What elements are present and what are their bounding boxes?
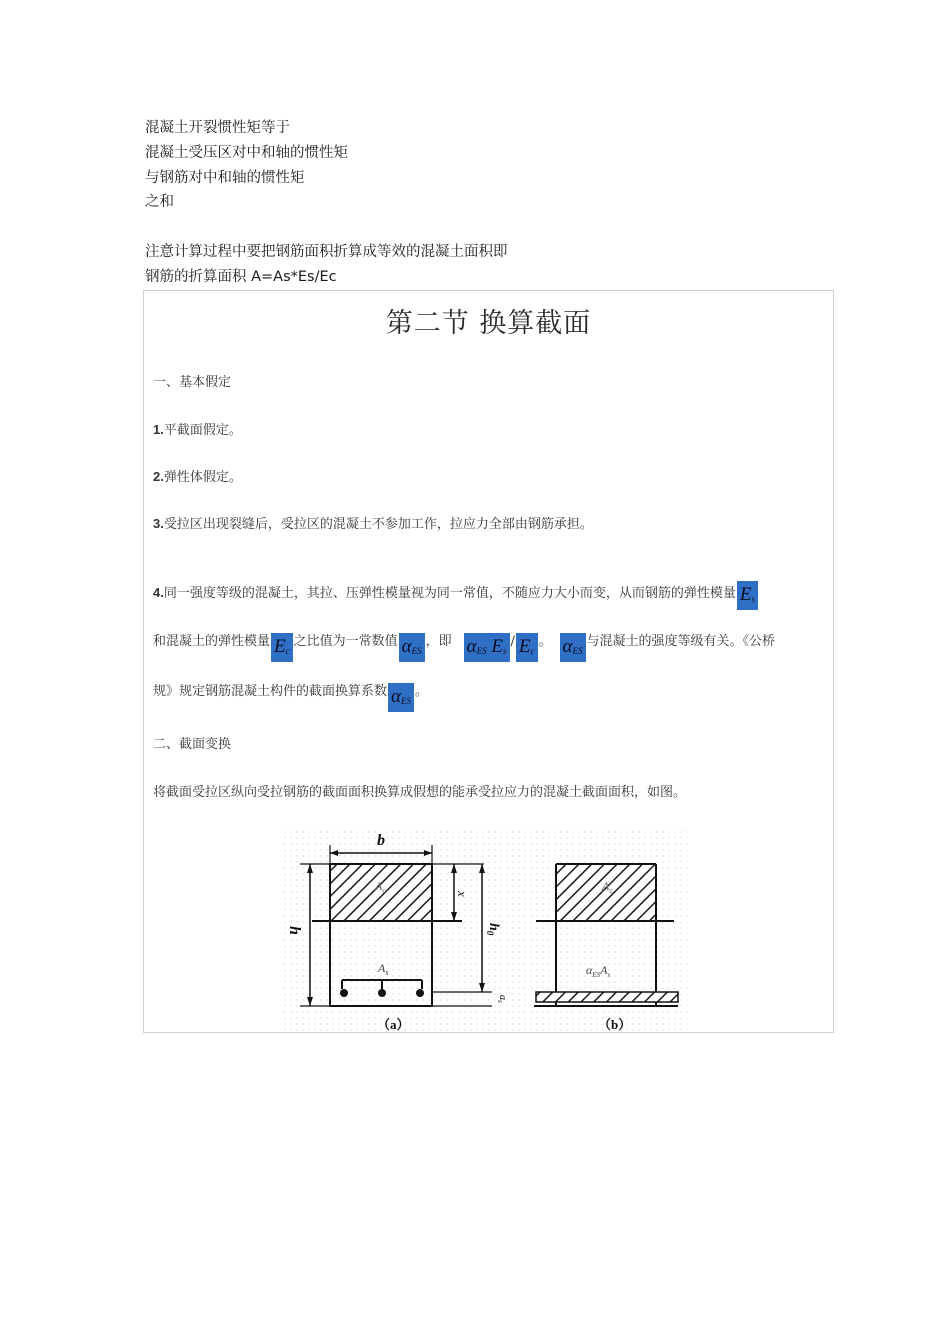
symbol-alpha-es: $\alpha_{ES}$ [399, 633, 425, 662]
item-text: 。 [415, 684, 429, 699]
item-text: ，即 [425, 634, 452, 649]
rebar-dot [378, 989, 386, 997]
rebar-dot [416, 989, 424, 997]
assumption-3 [153, 513, 593, 532]
fraction-slash: / [510, 634, 515, 649]
symbol-alpha-es: $\alpha_{ES}$ [388, 683, 414, 712]
symbol-Ec-denominator: $E_c$ [516, 633, 538, 662]
label-h0: $h_0$ [485, 923, 501, 936]
label-as: $a_s$ [496, 995, 508, 1003]
caption-b: （b） [598, 1017, 632, 1032]
item-text: 受拉区出现裂缝后，受拉区的混凝土不参加工作，拉应力全部由钢筋承担。 [163, 517, 593, 532]
section-transform-figure [282, 829, 687, 1034]
figure-background [282, 829, 687, 1034]
textbook-excerpt-panel [143, 290, 834, 1033]
label-b: b [377, 832, 385, 849]
assumption-4-line-2 [153, 630, 775, 662]
symbol-Es: $E_s$ [737, 581, 758, 610]
item-number: 3. [153, 516, 164, 531]
assumption-4-line-1 [153, 581, 759, 610]
item-number: 4. [153, 585, 164, 600]
item-text: 与混凝土的强度等级有关。《公桥 [586, 634, 776, 649]
assumption-2 [153, 466, 242, 485]
caption-a: （a） [377, 1017, 410, 1032]
item-number: 2. [153, 469, 164, 484]
heading-section-transform: 二、截面变换 [153, 737, 232, 752]
intro-line: 混凝土开裂惯性矩等于 [145, 120, 290, 136]
intro-text [145, 116, 845, 290]
symbol-alpha-es-equals-es: $\alpha_{ES}$ $E_s$ [464, 633, 510, 662]
symbol-alpha-es: $\alpha_{ES}$ [560, 633, 586, 662]
item-text: 同一强度等级的混凝土，其拉、压弹性模量视为同一常值，不随应力大小而变，从而钢筋的弹性模量 [163, 586, 736, 601]
item-text: 弹性体假定。 [163, 470, 242, 485]
item-text: 。 [538, 634, 552, 649]
note-line: 钢筋的折算面积 A=As*Es/Ec [145, 268, 337, 285]
label-Ac: $A_c$ [602, 879, 613, 895]
label-alpha-es-as: $\alpha_{ES}A_s$ [586, 963, 611, 979]
label-Ac: $A_c$ [375, 879, 386, 895]
item-text: 之比值为一常数值 [293, 634, 398, 649]
label-h: h [286, 926, 303, 935]
item-number: 1. [153, 422, 164, 437]
assumption-1 [153, 419, 242, 438]
rebar-dot [340, 989, 348, 997]
item-text: 规》规定钢筋混凝土构件的截面换算系数 [153, 684, 388, 699]
symbol-Ec: $E_c$ [271, 633, 293, 662]
transformed-area-strip [536, 992, 678, 1002]
assumption-4-line-3 [153, 680, 428, 712]
intro-line: 与钢筋对中和轴的惯性矩 [145, 169, 305, 186]
intro-line: 之和 [145, 194, 174, 211]
section-title: 第二节 换算截面 [385, 308, 592, 339]
item-text: 和混凝土的弹性模量 [153, 634, 271, 649]
note-line: 注意计算过程中要把钢筋面积折算成等效的混凝土面积即 [145, 243, 508, 260]
item-text: 平截面假定。 [163, 423, 242, 438]
intro-line: 混凝土受压区对中和轴的惯性矩 [145, 144, 348, 161]
label-x: x [455, 891, 470, 897]
transform-paragraph: 将截面受拉区纵向受拉钢筋的截面面积换算成假想的能承受拉应力的混凝土截面面积，如图。 [153, 785, 687, 800]
heading-basic-assumptions: 一、基本假定 [153, 375, 232, 390]
label-As: $A_s$ [378, 961, 389, 977]
